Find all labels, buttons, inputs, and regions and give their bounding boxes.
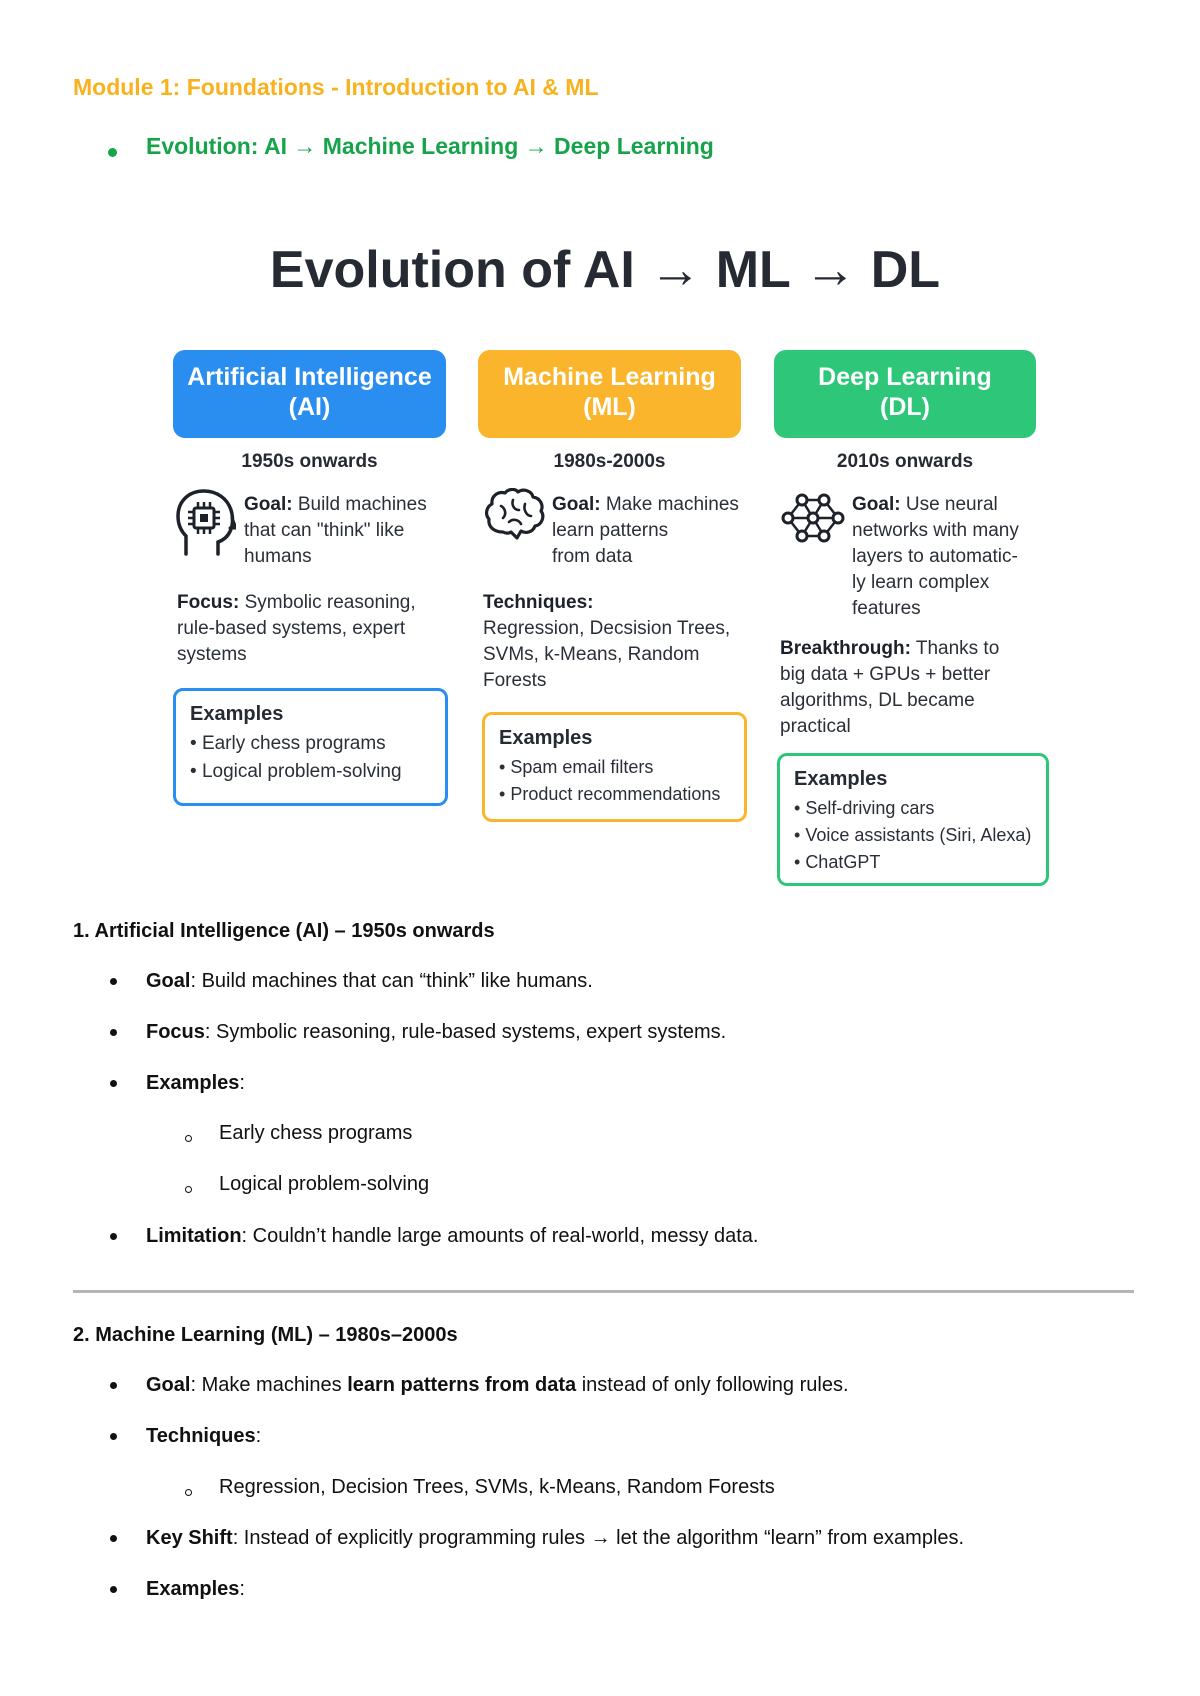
ai-focus <box>177 590 416 668</box>
ai-focus-line: Symbolic reasoning, <box>244 592 416 613</box>
ai-goal-bullet-label: Goal <box>146 970 191 992</box>
ml-examples-box <box>482 712 747 822</box>
ai-examples-bullet-label: Examples <box>146 1072 240 1094</box>
ai-focus-line: rule-based systems, expert <box>177 618 406 639</box>
bullet-icon <box>110 1080 117 1087</box>
ml-header-abbr: (ML) <box>583 393 636 421</box>
ml-goal <box>552 492 739 570</box>
ai-goal-bullet-text: : Build machines that can “think” like humans. <box>190 970 593 992</box>
ml-goal-bullet-label: Goal <box>146 1374 191 1396</box>
ml-key-shift-bullet <box>146 1527 964 1550</box>
ai-limitation-bullet <box>146 1225 758 1248</box>
ai-goal-label: Goal: <box>244 494 293 515</box>
ml-example-item: • Product recommendations <box>499 781 744 808</box>
ai-goal <box>244 492 427 570</box>
ai-example-item: • Logical problem-solving <box>190 758 445 786</box>
ai-header-name: Artificial Intelligence <box>187 363 432 391</box>
ai-examples-title: Examples <box>190 703 284 725</box>
bullet-icon <box>110 1233 117 1240</box>
ai-goal-line: humans <box>244 546 312 567</box>
ai-focus-label: Focus: <box>177 592 240 613</box>
ml-techniques-label: Techniques: <box>483 592 594 613</box>
dl-era: 2010s onwards <box>836 451 974 472</box>
ai-header-abbr: (AI) <box>288 393 331 421</box>
ml-goal-bullet-text: instead of only following rules. <box>576 1374 849 1396</box>
ml-goal-line: from data <box>552 546 633 567</box>
bullet-icon <box>110 1433 117 1440</box>
ai-goal-line: Build machines <box>297 494 427 515</box>
ai-examples-box <box>173 688 448 806</box>
dl-goal-line: Use neural <box>905 494 998 515</box>
ml-example-item: • Spam email filters <box>499 754 744 781</box>
ai-goal-bullet <box>146 970 593 993</box>
evolution-heading: Evolution: AI → Machine Learning → Deep Learning <box>146 133 714 159</box>
dl-breakthrough-line: big data + GPUs + better <box>780 664 991 685</box>
bullet-icon <box>110 1029 117 1036</box>
ml-goal-line: Make machines <box>605 494 739 515</box>
dl-breakthrough-line: algorithms, DL became <box>780 690 975 711</box>
sub-bullet-icon <box>185 1186 192 1193</box>
ml-header-name: Machine Learning <box>503 363 716 391</box>
ml-techniques-bullet-label: Techniques <box>146 1425 256 1447</box>
ai-focus-bullet-text: : Symbolic reasoning, rule-based systems, expert systems. <box>204 1021 727 1043</box>
ml-goal-bullet <box>146 1374 849 1397</box>
ml-header-card <box>478 350 741 438</box>
ai-goal-line: that can "think" like <box>244 520 405 541</box>
dl-goal-line: networks with many <box>852 520 1019 541</box>
dl-header-abbr: (DL) <box>880 393 930 421</box>
ai-focus-line: systems <box>177 644 247 665</box>
bullet-icon <box>110 1535 117 1542</box>
dl-breakthrough-line: Thanks to <box>915 638 1000 659</box>
brain-icon <box>485 488 545 540</box>
dl-header-card <box>774 350 1036 438</box>
dl-goal-line: ly learn complex <box>852 572 990 593</box>
ml-techniques-line: Forests <box>483 670 547 691</box>
ml-examples-title: Examples <box>499 727 593 749</box>
ml-examples-bullet <box>146 1578 245 1601</box>
ml-techniques-bullet <box>146 1425 261 1448</box>
ai-example-sub-item: Logical problem-solving <box>219 1173 430 1195</box>
bullet-icon <box>110 1382 117 1389</box>
ml-goal-bullet-emphasis: learn patterns from data <box>347 1374 577 1396</box>
ml-goal-line: learn patterns <box>552 520 669 541</box>
sub-bullet-icon <box>185 1489 192 1496</box>
dl-breakthrough-line: practical <box>780 716 851 737</box>
ml-goal-bullet-text: : Make machines <box>190 1374 348 1396</box>
dl-example-item: • Voice assistants (Siri, Alexa) <box>794 822 1046 849</box>
ml-examples-bullet-colon: : <box>239 1578 245 1600</box>
ml-technique-sub-item: Regression, Decision Trees, SVMs, k-Means, Random Forests <box>219 1476 775 1498</box>
dl-goal-label: Goal: <box>852 494 901 515</box>
ml-key-shift-bullet-label: Key Shift <box>146 1527 233 1549</box>
ml-techniques <box>483 590 730 694</box>
ai-era: 1950s onwards <box>241 451 378 472</box>
dl-example-item: • ChatGPT <box>794 849 1046 876</box>
dl-examples-box <box>777 753 1049 886</box>
section-ai-title: 1. Artificial Intelligence (AI) – 1950s onwards <box>73 920 495 942</box>
ml-key-shift-bullet-text: : Instead of explicitly programming rules → let the algorithm “learn” from examples. <box>232 1527 965 1549</box>
bullet-icon <box>110 978 117 985</box>
bullet-icon <box>110 1586 117 1593</box>
ml-examples-bullet-label: Examples <box>146 1578 240 1600</box>
ai-example-item: • Early chess programs <box>190 730 445 758</box>
ml-era: 1980s-2000s <box>553 451 666 472</box>
ai-example-sub-item: Early chess programs <box>219 1122 413 1144</box>
ml-goal-label: Goal: <box>552 494 601 515</box>
ml-techniques-line: SVMs, k-Means, Random <box>483 644 700 665</box>
ai-header-card <box>173 350 446 438</box>
sub-bullet-icon <box>185 1135 192 1142</box>
ai-limitation-bullet-text: : Couldn’t handle large amounts of real-world, messy data. <box>241 1225 759 1247</box>
ai-focus-bullet-label: Focus <box>146 1021 205 1043</box>
neural-network-icon <box>780 490 846 546</box>
dl-goal-line: features <box>852 598 921 619</box>
ml-techniques-line: Regression, Decsision Trees, <box>483 618 731 639</box>
dl-examples-title: Examples <box>794 768 888 790</box>
ai-limitation-bullet-label: Limitation <box>146 1225 242 1247</box>
dl-goal-line: layers to automatic- <box>852 546 1018 567</box>
ai-examples-bullet-colon: : <box>239 1072 245 1094</box>
dl-breakthrough-label: Breakthrough: <box>780 638 911 659</box>
ml-techniques-bullet-colon: : <box>255 1425 262 1447</box>
section-divider <box>73 1290 1134 1293</box>
dl-goal <box>852 492 1019 622</box>
ai-examples-bullet <box>146 1072 245 1095</box>
infographic-title: Evolution of AI → ML → DL <box>269 241 941 299</box>
ai-focus-bullet <box>146 1021 726 1044</box>
brain-chip-head-icon <box>174 488 236 558</box>
dl-header-name: Deep Learning <box>818 363 992 391</box>
module-title: Module 1: Foundations - Introduction to AI & ML <box>73 74 599 100</box>
dl-breakthrough <box>780 636 999 740</box>
section-ml-title: 2. Machine Learning (ML) – 1980s–2000s <box>73 1324 458 1346</box>
dl-example-item: • Self-driving cars <box>794 795 1046 822</box>
